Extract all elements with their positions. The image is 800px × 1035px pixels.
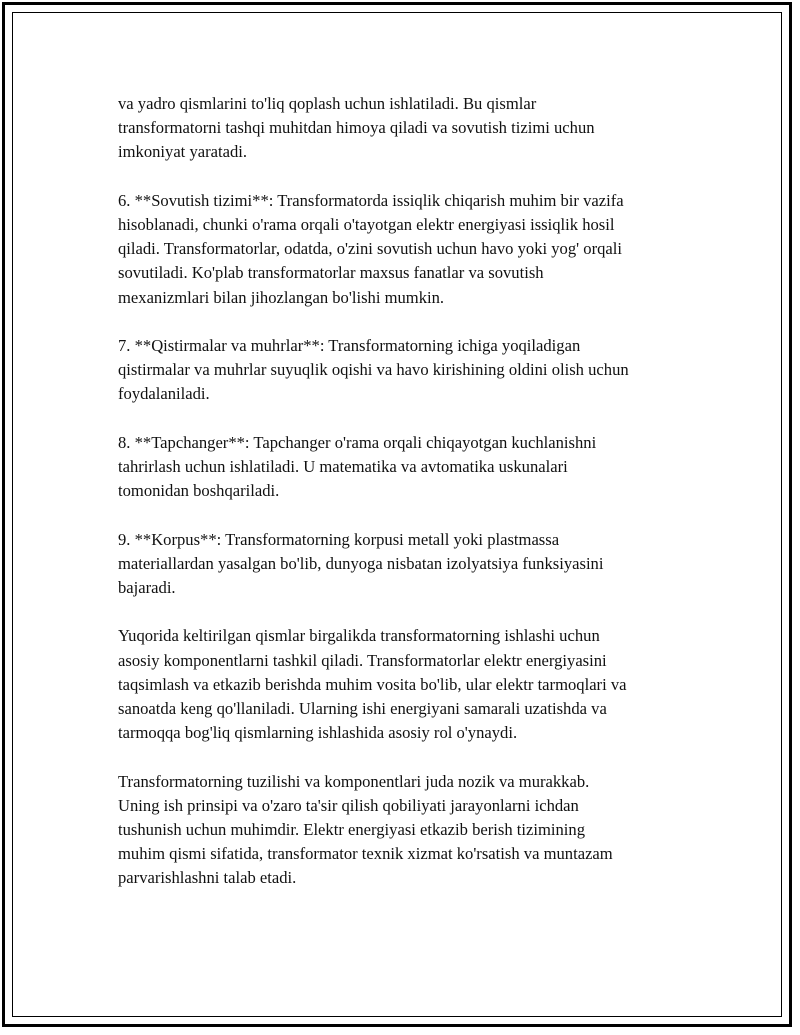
paragraph-conclusion: Transformatorning tuzilishi va komponentlari juda nozik va murakkab. Uning ish prinsipi va o'zaro ta'sir qilish qobiliyati jarayonlarni ichdan tushunish uchun muhimdir. Elektr energiyasi etkazib berish tizimining muhim qismi sifatida, transformator texnik xizmat ko'rsatish va muntazam parvarishlashni talab etadi. bbox=[118, 771, 613, 888]
paragraph-cooling-system: 6. **Sovutish tizimi**: Transformatorda issiqlik chiqarish muhim bir vazifa hisoblanadi, chunki o'rama orqali o'tayotgan elektr energiyasi issiqlik hosil qiladi. Transformatorlar, odatda, o'zini sovutish uchun havo yoki yog' orqali sovutiladi. Ko'plab transformatorlar maxsus fanatlar va sovutish mexanizmlari bilan jihozlangan bo'lishi mumkin. bbox=[118, 190, 624, 307]
paragraph-enclosure-continued: va yadro qismlarini to'liq qoplash uchun ishlatiladi. Bu qismlar transformatorni tashqi muhitdan himoya qiladi va sovutish tizimi uchun imkoniyat yaratadi. bbox=[118, 94, 595, 162]
paragraph-tapchanger: 8. **Tapchanger**: Tapchanger o'rama orqali chiqayotgan kuchlanishni tahrirlash uchun ishlatiladi. U matematika va avtomatika uskunalari tomonidan boshqariladi. bbox=[118, 432, 597, 501]
paragraph-summary: Yuqorida keltirilgan qismlar birgalikda transformatorning ishlashi uchun asosiy komponentlarni tashkil qiladi. Transformatorlar elektr energiyasini taqsimlash va etkazib berishda muhim vosita bo'lib, ular elektr tarmoqlari va sanoatda keng qo'llaniladi. Ularning ishi energiyani samarali uzatishda va tarmoqqa bog'liq qismlarning ishlashida asosiy rol o'ynaydi. bbox=[118, 626, 627, 743]
paragraph-gaskets-seals: 7. **Qistirmalar va muhrlar**: Transformatorning ichiga yoqiladigan qistirmalar va muhrlar suyuqlik oqishi va havo kirishining oldini olish uchun foydalaniladi. bbox=[118, 336, 629, 404]
document-body bbox=[118, 92, 698, 915]
paragraph-housing: 9. **Korpus**: Transformatorning korpusi metall yoki plastmassa materiallardan yasalgan bo'lib, dunyoga nisbatan izolyatsiya funksiyasini bajaradi. bbox=[118, 529, 604, 597]
